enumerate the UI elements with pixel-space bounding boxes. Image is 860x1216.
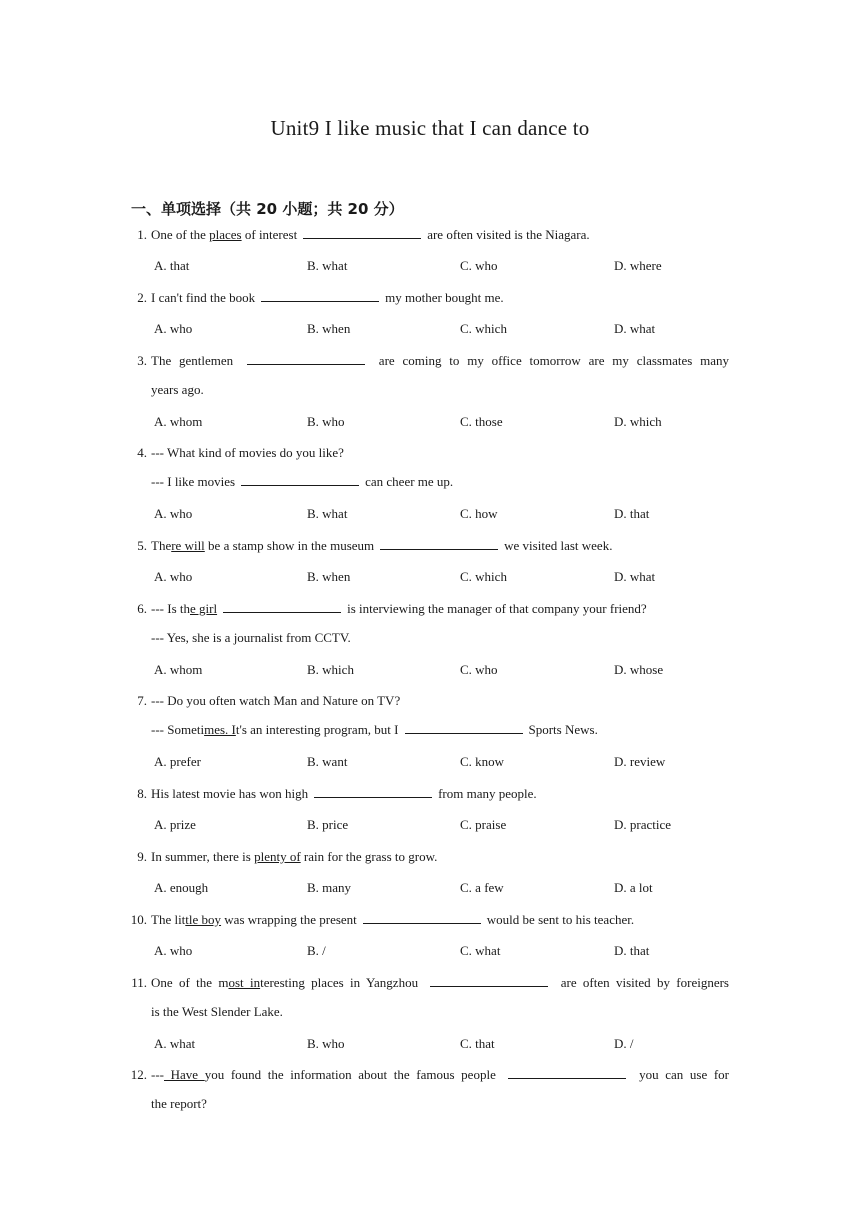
question-stem: --- Is the girl is interviewing the manager of that company your friend? bbox=[151, 601, 647, 616]
question-stem: In summer, there is plenty of rain for the grass to grow. bbox=[151, 849, 438, 864]
option-d[interactable]: D. review bbox=[614, 754, 666, 769]
question-stem: His latest movie has won high from many people. bbox=[151, 786, 537, 801]
option-d[interactable]: D. whose bbox=[614, 662, 664, 677]
options-row bbox=[154, 880, 754, 896]
dialogue-line: --- Do you often watch Man and Nature on TV? bbox=[151, 693, 401, 708]
section-heading: 一、单项选择（共 20 小题；共 20 分） bbox=[131, 200, 404, 218]
options-row bbox=[154, 662, 754, 678]
option-a[interactable]: A. who bbox=[154, 569, 193, 584]
option-b[interactable]: B. what bbox=[307, 506, 348, 521]
option-b[interactable]: B. when bbox=[307, 321, 351, 336]
option-c[interactable]: C. who bbox=[460, 258, 498, 273]
option-c[interactable]: C. what bbox=[460, 943, 501, 958]
answer-blank[interactable] bbox=[303, 227, 421, 239]
question-stem-continued: the report? bbox=[151, 1096, 207, 1111]
options-row bbox=[154, 754, 754, 770]
option-c[interactable]: C. which bbox=[460, 569, 507, 584]
answer-blank[interactable] bbox=[223, 601, 341, 613]
question-stem: --- Sometimes. It's an interesting program, but I Sports News. bbox=[151, 722, 598, 737]
option-c[interactable]: C. how bbox=[460, 506, 498, 521]
option-a[interactable]: A. whom bbox=[154, 414, 203, 429]
option-d[interactable]: D. what bbox=[614, 569, 656, 584]
question-number: 3. bbox=[137, 353, 147, 368]
option-c[interactable]: C. a few bbox=[460, 880, 504, 895]
options-row bbox=[154, 1036, 754, 1052]
page-title: Unit9 I like music that I can dance to bbox=[270, 116, 590, 140]
question-stem: --- I like movies can cheer me up. bbox=[151, 474, 454, 489]
question-number: 1. bbox=[137, 227, 147, 242]
option-b[interactable]: B. when bbox=[307, 569, 351, 584]
option-b[interactable]: B. / bbox=[307, 943, 326, 958]
question-number: 2. bbox=[137, 290, 147, 305]
option-c[interactable]: C. those bbox=[460, 414, 503, 429]
option-b[interactable]: B. which bbox=[307, 662, 354, 677]
option-a[interactable]: A. who bbox=[154, 943, 193, 958]
option-c[interactable]: C. know bbox=[460, 754, 505, 769]
question-number: 4. bbox=[137, 445, 147, 460]
option-d[interactable]: D. a lot bbox=[614, 880, 653, 895]
question-stem: The gentlemen are coming to my office tomorrow are my classmates many bbox=[151, 353, 729, 368]
option-d[interactable]: D. practice bbox=[614, 817, 672, 832]
answer-blank[interactable] bbox=[247, 353, 365, 365]
option-a[interactable]: A. who bbox=[154, 321, 193, 336]
option-c[interactable]: C. praise bbox=[460, 817, 507, 832]
option-a[interactable]: A. whom bbox=[154, 662, 203, 677]
option-d[interactable]: D. that bbox=[614, 943, 650, 958]
question-number: 7. bbox=[137, 693, 147, 708]
options-row bbox=[154, 569, 754, 585]
question-number: 5. bbox=[137, 538, 147, 553]
option-b[interactable]: B. want bbox=[307, 754, 348, 769]
question-stem-continued: is the West Slender Lake. bbox=[151, 1004, 283, 1019]
dialogue-line: --- Yes, she is a journalist from CCTV. bbox=[151, 630, 351, 645]
answer-blank[interactable] bbox=[261, 290, 379, 302]
option-d[interactable]: D. which bbox=[614, 414, 662, 429]
question-number: 10. bbox=[130, 912, 147, 927]
option-c[interactable]: C. who bbox=[460, 662, 498, 677]
question-number: 11. bbox=[131, 975, 147, 990]
question-stem: One of the places of interest are often visited is the Niagara. bbox=[151, 227, 590, 242]
options-row bbox=[154, 414, 754, 430]
option-b[interactable]: B. many bbox=[307, 880, 352, 895]
option-a[interactable]: A. enough bbox=[154, 880, 209, 895]
options-row bbox=[154, 506, 754, 522]
question-stem: There will be a stamp show in the museum we visited last week. bbox=[151, 538, 613, 553]
dialogue-line: --- What kind of movies do you like? bbox=[151, 445, 344, 460]
question-number: 12. bbox=[130, 1067, 147, 1082]
option-c[interactable]: C. which bbox=[460, 321, 507, 336]
option-b[interactable]: B. who bbox=[307, 1036, 345, 1051]
question-stem-continued: years ago. bbox=[151, 382, 204, 397]
options-row bbox=[154, 258, 754, 274]
option-a[interactable]: A. prize bbox=[154, 817, 196, 832]
question-number: 9. bbox=[137, 849, 147, 864]
options-row bbox=[154, 817, 754, 833]
answer-blank[interactable] bbox=[241, 474, 359, 486]
option-c[interactable]: C. that bbox=[460, 1036, 495, 1051]
option-d[interactable]: D. / bbox=[614, 1036, 634, 1051]
question-stem: The little boy was wrapping the present would be sent to his teacher. bbox=[151, 912, 635, 927]
answer-blank[interactable] bbox=[508, 1067, 626, 1079]
option-a[interactable]: A. that bbox=[154, 258, 190, 273]
question-number: 8. bbox=[137, 786, 147, 801]
option-b[interactable]: B. who bbox=[307, 414, 345, 429]
option-a[interactable]: A. what bbox=[154, 1036, 196, 1051]
option-a[interactable]: A. who bbox=[154, 506, 193, 521]
options-row bbox=[154, 321, 754, 337]
question-stem: I can't find the book my mother bought me. bbox=[151, 290, 504, 305]
answer-blank[interactable] bbox=[405, 722, 523, 734]
answer-blank[interactable] bbox=[380, 538, 498, 550]
option-b[interactable]: B. price bbox=[307, 817, 349, 832]
options-row bbox=[154, 943, 754, 959]
option-d[interactable]: D. that bbox=[614, 506, 650, 521]
answer-blank[interactable] bbox=[363, 912, 481, 924]
option-d[interactable]: D. where bbox=[614, 258, 662, 273]
option-d[interactable]: D. what bbox=[614, 321, 656, 336]
question-number: 6. bbox=[137, 601, 147, 616]
answer-blank[interactable] bbox=[314, 786, 432, 798]
question-stem: --- Have you found the information about the famous people you can use for bbox=[151, 1067, 729, 1082]
question-stem: One of the most interesting places in Yangzhou are often visited by foreigners bbox=[151, 975, 729, 990]
option-b[interactable]: B. what bbox=[307, 258, 348, 273]
option-a[interactable]: A. prefer bbox=[154, 754, 201, 769]
answer-blank[interactable] bbox=[430, 975, 548, 987]
